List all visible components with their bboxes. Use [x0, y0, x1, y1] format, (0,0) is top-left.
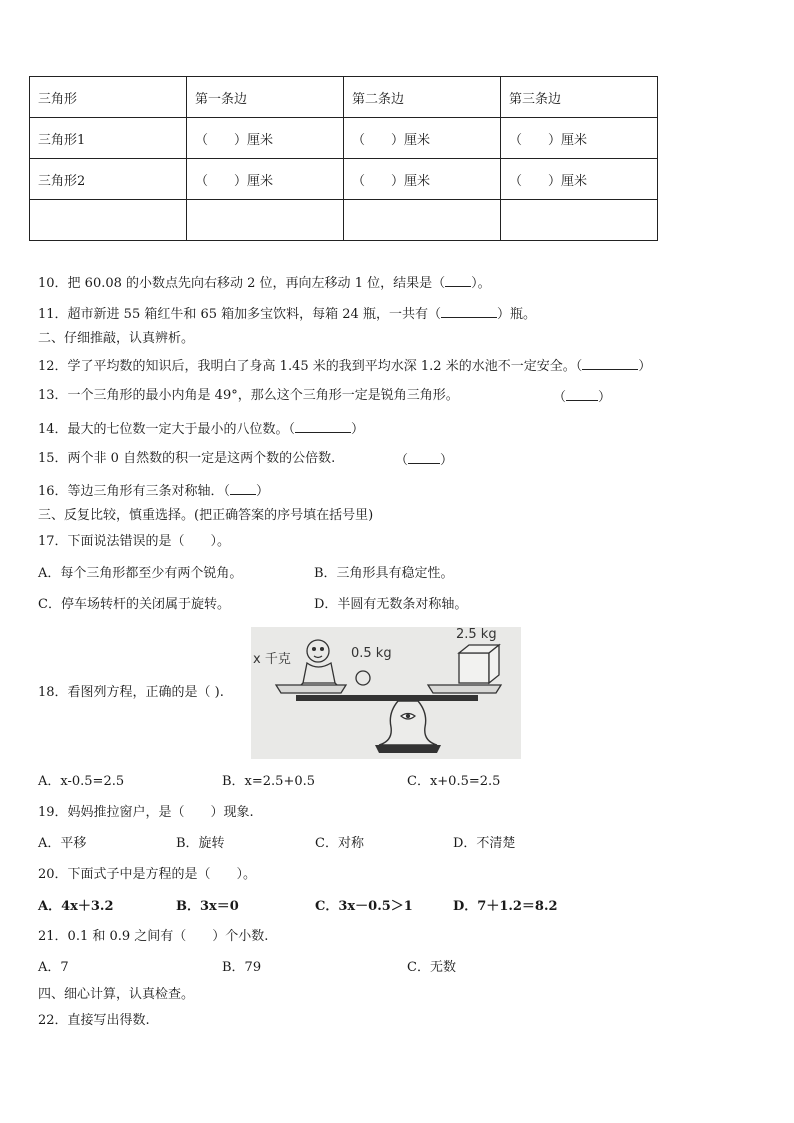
- table-cell: 第二条边: [344, 77, 501, 118]
- question-13: [38, 388, 612, 405]
- question-text: 11．超市新进 55 箱红牛和 65 箱加多宝饮料，每箱 24 瓶，一共有（: [38, 307, 441, 322]
- option-a[interactable]: A．平移: [38, 836, 87, 851]
- table-cell: （ ）厘米: [344, 159, 501, 200]
- table-cell: （ ）厘米: [501, 118, 658, 159]
- question-close: ）。: [471, 276, 491, 291]
- answer-blank[interactable]: [441, 305, 497, 318]
- option-b[interactable]: B．79: [222, 960, 262, 975]
- option-d[interactable]: D．半圆有无数条对称轴。: [314, 597, 468, 612]
- balance-scale-image: [251, 627, 521, 759]
- option-b[interactable]: B．3x＝0: [176, 899, 239, 914]
- question-15: [38, 451, 454, 468]
- question-19-stem: 19．妈妈推拉窗户，是（ ）现象.: [38, 805, 254, 820]
- option-a[interactable]: A．7: [38, 960, 69, 975]
- option-d[interactable]: D．7＋1.2＝8.2: [453, 899, 558, 914]
- table-cell: （ ）厘米: [501, 159, 658, 200]
- ball-weight: [356, 671, 370, 685]
- section-3-heading: 三、反复比较，慎重选择。(把正确答案的序号填在括号里): [38, 508, 374, 523]
- table-cell: [30, 200, 187, 241]
- table-header-row: [30, 77, 658, 118]
- section-2-heading: 二、仔细推敲，认真辨析。: [38, 331, 195, 346]
- table-cell: [501, 200, 658, 241]
- question-21-stem: 21．0.1 和 0.9 之间有（ ）个小数.: [38, 929, 269, 944]
- answer-bracket: （ ）: [553, 390, 612, 405]
- option-c[interactable]: C．对称: [315, 836, 364, 851]
- option-c[interactable]: C．停车场转杆的关闭属于旋转。: [38, 597, 230, 612]
- question-close: ）: [638, 359, 652, 374]
- option-b[interactable]: B．三角形具有稳定性。: [314, 566, 454, 581]
- table-row: [30, 200, 658, 241]
- table-cell: [344, 200, 501, 241]
- balance-pillar: [379, 701, 437, 745]
- table-cell: （ ）厘米: [187, 118, 344, 159]
- table-cell: 三角形2: [30, 159, 187, 200]
- question-text: 16．等边三角形有三条对称轴．（: [38, 484, 231, 499]
- option-c[interactable]: C．无数: [407, 960, 456, 975]
- question-22: 22．直接写出得数.: [38, 1013, 150, 1028]
- option-a[interactable]: A．每个三角形都至少有两个锐角。: [38, 566, 243, 581]
- right-pan: [428, 685, 501, 693]
- question-text: 14．最大的七位数一定大于最小的八位数。（: [38, 422, 296, 437]
- question-text: 12．学了平均数的知识后，我明白了身高 1.45 米的我到平均水深 1.2 米的水池不一定安全。（: [38, 359, 583, 374]
- table-row: [30, 118, 658, 159]
- table-cell: （ ）厘米: [187, 159, 344, 200]
- table-cell: 三角形1: [30, 118, 187, 159]
- cube-weight: [459, 645, 499, 683]
- question-text: 15．两个非 0 自然数的积一定是这两个数的公倍数.: [38, 451, 336, 466]
- question-16: [38, 482, 269, 500]
- answer-blank[interactable]: [295, 420, 351, 433]
- question-14: [38, 420, 364, 438]
- option-a[interactable]: A．4x＋3.2: [38, 899, 114, 914]
- balance-beam: [296, 695, 478, 701]
- answer-blank[interactable]: [230, 482, 256, 495]
- answer-blank[interactable]: [408, 451, 440, 464]
- question-20-stem: 20．下面式子中是方程的是（ ）。: [38, 867, 257, 882]
- answer-blank[interactable]: [445, 274, 471, 287]
- option-a[interactable]: A．x-0.5=2.5: [38, 774, 125, 789]
- question-18-stem: 18．看图列方程，正确的是（ ).: [38, 685, 224, 700]
- question-17-stem: 17．下面说法错误的是（ ）。: [38, 534, 231, 549]
- question-text: 13．一个三角形的最小内角是 49°，那么这个三角形一定是锐角三角形。: [38, 388, 459, 403]
- table-cell: 第一条边: [187, 77, 344, 118]
- answer-blank[interactable]: [566, 388, 598, 401]
- question-11: [38, 305, 536, 323]
- answer-blank[interactable]: [582, 357, 638, 370]
- table-cell: 第三条边: [501, 77, 658, 118]
- left-weight-label: x 千克: [253, 652, 291, 667]
- middle-weight-label: 0.5 kg: [351, 646, 392, 661]
- section-4-heading: 四、细心计算，认真检查。: [38, 987, 195, 1002]
- triangle-sides-table: [29, 76, 658, 241]
- table-cell: [187, 200, 344, 241]
- answer-bracket: （ ）: [395, 453, 454, 468]
- option-d[interactable]: D．不清楚: [453, 836, 516, 851]
- option-c[interactable]: C．x+0.5=2.5: [407, 774, 501, 789]
- right-weight-label: 2.5 kg: [456, 627, 497, 642]
- question-10: [38, 274, 491, 292]
- option-c[interactable]: C．3x－0.5＞1: [315, 899, 413, 914]
- table-cell: （ ）厘米: [344, 118, 501, 159]
- left-pan: [276, 685, 346, 693]
- question-12: [38, 357, 651, 375]
- table-row: [30, 159, 658, 200]
- child-figure: [299, 640, 339, 687]
- option-b[interactable]: B．旋转: [176, 836, 225, 851]
- table-cell: 三角形: [30, 77, 187, 118]
- option-b[interactable]: B．x=2.5+0.5: [222, 774, 316, 789]
- question-close: ）瓶。: [496, 307, 536, 322]
- question-close: ）: [351, 422, 365, 437]
- question-text: 10．把 60.08 的小数点先向右移动 2 位，再向左移动 1 位，结果是（: [38, 276, 446, 291]
- balance-base: [375, 745, 441, 753]
- question-close: ）: [256, 484, 270, 499]
